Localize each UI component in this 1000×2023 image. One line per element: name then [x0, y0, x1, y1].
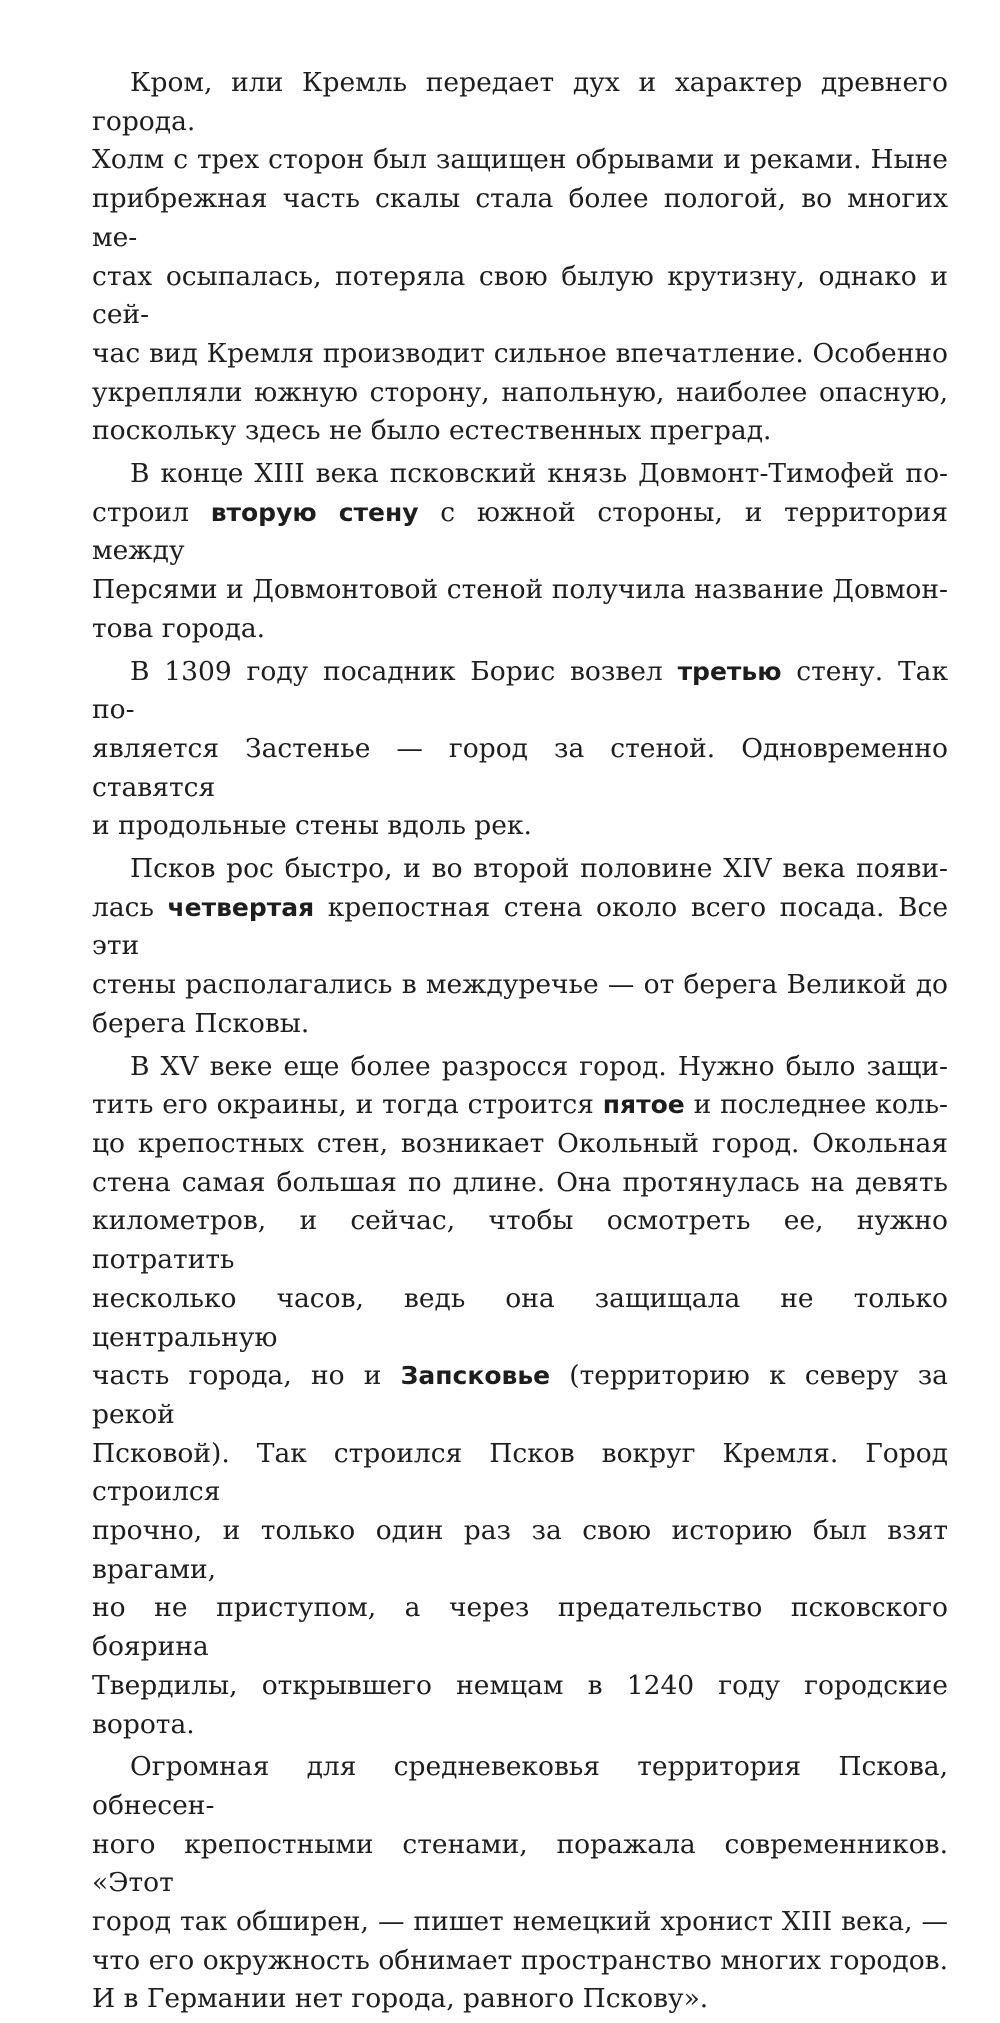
text-run: укрепляли южную сторону, напольную, наиболее опасную,: [92, 376, 948, 408]
text-line: [92, 64, 948, 141]
text-run: Огромная для средневековья территория Пскова, обнесен-: [92, 1751, 948, 1821]
text-run: несколько часов, ведь она защищала не только центральную: [92, 1282, 948, 1353]
text-run: и продольные стены вдоль рек.: [92, 810, 532, 842]
text-line: [92, 1980, 948, 2019]
text-line: [92, 1357, 948, 1434]
bold-term: вторую стену: [210, 497, 419, 527]
text-line: [92, 730, 948, 807]
text-line: [92, 1048, 948, 1087]
text-run: крепостная стена около всего посада. Все эти: [92, 891, 949, 962]
bold-term: Запсковье: [400, 1361, 551, 1391]
text-run: часть города, но и: [92, 1360, 401, 1392]
text-run: Твердилы, открывшего немцам в 1240 году городские ворота.: [92, 1669, 948, 1740]
text-line: [92, 1086, 948, 1125]
text-run: Персями и Довмонтовой стеной получила название Довмон-: [92, 574, 948, 606]
text-run: прочно, и только один раз за свою историю был взят врагами,: [92, 1515, 948, 1585]
text-line: [92, 966, 948, 1005]
text-line: [92, 1748, 948, 1825]
bold-term: четвертая: [167, 892, 315, 922]
text-line: [92, 141, 948, 180]
text-line: [92, 610, 948, 649]
text-run: прибрежная часть скалы стала более пологой, во многих ме-: [92, 183, 948, 253]
text-line: [92, 1826, 948, 1903]
text-run: что его окружность обнимает пространство многих городов.: [92, 1944, 948, 1976]
text-line: [92, 1164, 948, 1203]
text-line: [92, 571, 948, 610]
text-line: [92, 180, 948, 257]
text-run: берега Псковы.: [92, 1007, 310, 1039]
bold-term: третью: [677, 656, 782, 686]
text-line: [92, 850, 948, 889]
text-line: [92, 889, 948, 966]
text-line: [92, 258, 948, 335]
text-run: Холм с трех сторон был защищен обрывами и реками. Ныне: [92, 144, 948, 176]
text-line: [92, 1202, 948, 1279]
text-line: [92, 455, 948, 494]
paragraph: [92, 850, 948, 1044]
text-line: [92, 1667, 948, 1744]
text-run: (территорию к северу за рекой: [92, 1360, 948, 1430]
text-line: [92, 1903, 948, 1942]
text-line: [92, 1125, 948, 1164]
text-line: [92, 1435, 948, 1512]
paragraph: [92, 1048, 948, 1745]
text-run: В XV веке еще более разросся город. Нужно было защи-: [130, 1050, 948, 1082]
text-run: стена самая большая по длине. Она протянулась на девять: [92, 1166, 948, 1198]
text-run: Псков рос быстро, и во второй половине XIV века появи-: [130, 853, 948, 885]
text-run: строил: [92, 496, 211, 528]
text-line: [92, 494, 948, 571]
text-line: [92, 374, 948, 413]
text-run: поскольку здесь не было естественных преград.: [92, 415, 772, 447]
text-run: Псковой). Так строился Псков вокруг Кремля. Город строился: [92, 1437, 948, 1508]
text-run: стену. Так по-: [92, 655, 949, 726]
text-run: това города.: [92, 612, 266, 644]
text-run: И в Германии нет города, равного Пскову».: [92, 1983, 709, 2015]
text-run: с южной стороны, и территория между: [92, 496, 949, 567]
text-run: стены располагались в междуречье — от берега Великой до: [92, 969, 948, 1001]
text-line: [92, 412, 948, 451]
text-line: [92, 1512, 948, 1589]
text-line: [92, 1005, 948, 1044]
paragraph: [92, 653, 948, 847]
text-run: является Застенье — город за стеной. Одновременно ставятся: [92, 732, 948, 803]
text-run: и последнее коль-: [684, 1089, 948, 1121]
text-line: [92, 807, 948, 846]
text-line: [92, 1280, 948, 1357]
text-run: цо крепостных стен, возникает Окольный город. Окольная: [92, 1127, 948, 1159]
text-line: [92, 653, 948, 730]
text-run: тить его окраины, и тогда строится: [92, 1089, 603, 1121]
text-run: город так обширен, — пишет немецкий хронист XIII века, —: [92, 1906, 948, 1938]
text-run: ного крепостными стенами, поражала современников. «Этот: [92, 1828, 948, 1899]
paragraph: [92, 64, 948, 451]
text-line: [92, 1942, 948, 1981]
book-page: [92, 64, 948, 2023]
text-run: Кром, или Кремль передает дух и характер древнего города.: [92, 67, 948, 137]
text-run: В 1309 году посадник Борис возвел: [130, 655, 678, 687]
text-run: В конце XIII века псковский князь Довмонт-Тимофей по-: [130, 458, 948, 490]
text-run: но не приступом, а через предательство псковского боярина: [92, 1592, 948, 1663]
text-run: час вид Кремля производит сильное впечатление. Особенно: [92, 337, 948, 369]
text-run: километров, и сейчас, чтобы осмотреть ее, нужно потратить: [92, 1205, 948, 1276]
text-line: [92, 335, 948, 374]
bold-term: пятое: [602, 1090, 685, 1120]
text-run: стах осыпалась, потеряла свою былую крутизну, однако и сей-: [92, 260, 948, 331]
text-line: [92, 1589, 948, 1666]
text-run: лась: [92, 891, 168, 923]
paragraph: [92, 455, 948, 649]
paragraph: [92, 1748, 948, 2019]
